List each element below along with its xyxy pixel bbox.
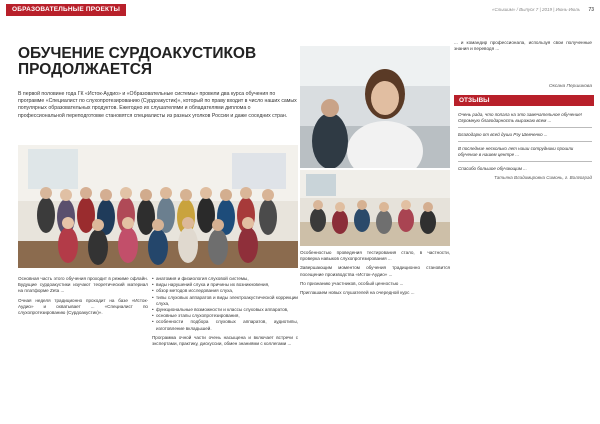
group-photo [18, 145, 298, 268]
review-text: Спасибо большое обучающим ... [458, 166, 527, 171]
article-lead: В первой половине года ГК «Исток-Аудио» и «Образовательные системы» провели два курса обучения по программе «Специалист по слухопротезированию (Сурдоакустик)», который по праву входит в число наших самых популярных образовательных продуктов. Ежегодно их слушателями и обладателями диплома о профессиональной переподготовке становятся специалисты из разных уголков России и даже соседних стран. [18, 91, 297, 119]
review-text: Очень рада, что попала на это замечательное обучение! Огромную благодарность выражаю всем ... [458, 112, 582, 123]
topic-item: • обзор методов исследования слуха, [152, 288, 298, 294]
col2-paragraph-1: Программа очной части очень насыщена и включает встречи с экспертами, практику, дискуссии, обмен знаниями с коллегами ... [152, 334, 298, 347]
topic-item: • основные этапы слухопротезирования, [152, 313, 298, 319]
author-signature: Оксана Першикова [548, 84, 592, 89]
col1-paragraph-2: Очная неделя традиционно проходит на базе «Исток-Аудио» и охватывает ... «Специалист по слухопротезированию (Сурдоакустик)». [18, 297, 148, 316]
reviews-section [458, 112, 592, 185]
col3-paragraph-1: Особенностью проведения тестирования стало, в частности, проверка навыков слухопротезирования ... [300, 250, 450, 262]
topic-item: • типы слуховых аппаратов и виды электроакустической коррекции слуха, [152, 295, 298, 307]
section-label: ОБРАЗОВАТЕЛЬНЫЕ ПРОЕКТЫ [6, 4, 126, 16]
class-photo [300, 170, 450, 246]
article-title: ОБУЧЕНИЕ СУРДОАКУСТИКОВ ПРОДОЛЖАЕТСЯ [18, 45, 257, 78]
review-divider [458, 161, 592, 162]
article-column-4 [454, 40, 592, 55]
article-column-3 [300, 250, 450, 299]
review-author: Татьяна Владимировна Симонь, г. Волгоград [494, 175, 592, 180]
topic-item: • функциональные возможности и классы слуховых аппаратов, [152, 307, 298, 313]
issue-info: «Слышим» / Выпуск 7 | 2019 | Июнь-Июль [491, 7, 580, 12]
reviews-label: ОТЗЫВЫ [454, 95, 594, 106]
review-divider [458, 127, 592, 128]
topic-item: • анатомия и физиология слуховой системы, [152, 276, 298, 282]
header-bar [6, 4, 594, 16]
article-column-2 [152, 276, 298, 350]
page-number: 73 [588, 7, 594, 13]
review-divider [458, 141, 592, 142]
topic-list [152, 276, 298, 332]
review-text: Благодарю от всей души Рэу Шевченко ... [458, 132, 548, 137]
col3-paragraph-2: Завершающим моментом обучения традиционно становится посещение производства «Исток-Аудио» ... [300, 265, 450, 277]
topic-item: • особенности подбора слуховых аппаратов, аудиотипы, изготовление вкладышей. [152, 319, 298, 331]
col1-paragraph-1: Основная часть этого обучения проходит в режиме офлайн. Будущие сурдоакустики изучают теоретический материал на платформе Zeta ... [18, 276, 148, 294]
review-text: В последние несколько лет наши сотрудники прошли обучение в нашем центре ... [458, 146, 574, 157]
col4-paragraph-1: ... и командир профессионала, используя свои полученные знания и переводя ... [454, 40, 592, 52]
woman-photo [300, 46, 450, 168]
topic-item: • виды нарушений слуха и причины их возникновения, [152, 282, 298, 288]
col3-paragraph-3: По признанию участников, особый ценностью ... [300, 280, 404, 286]
col3-paragraph-4: Приглашаем новых слушателей на очередной курс ... [300, 290, 415, 296]
article-column-1 [18, 276, 148, 319]
